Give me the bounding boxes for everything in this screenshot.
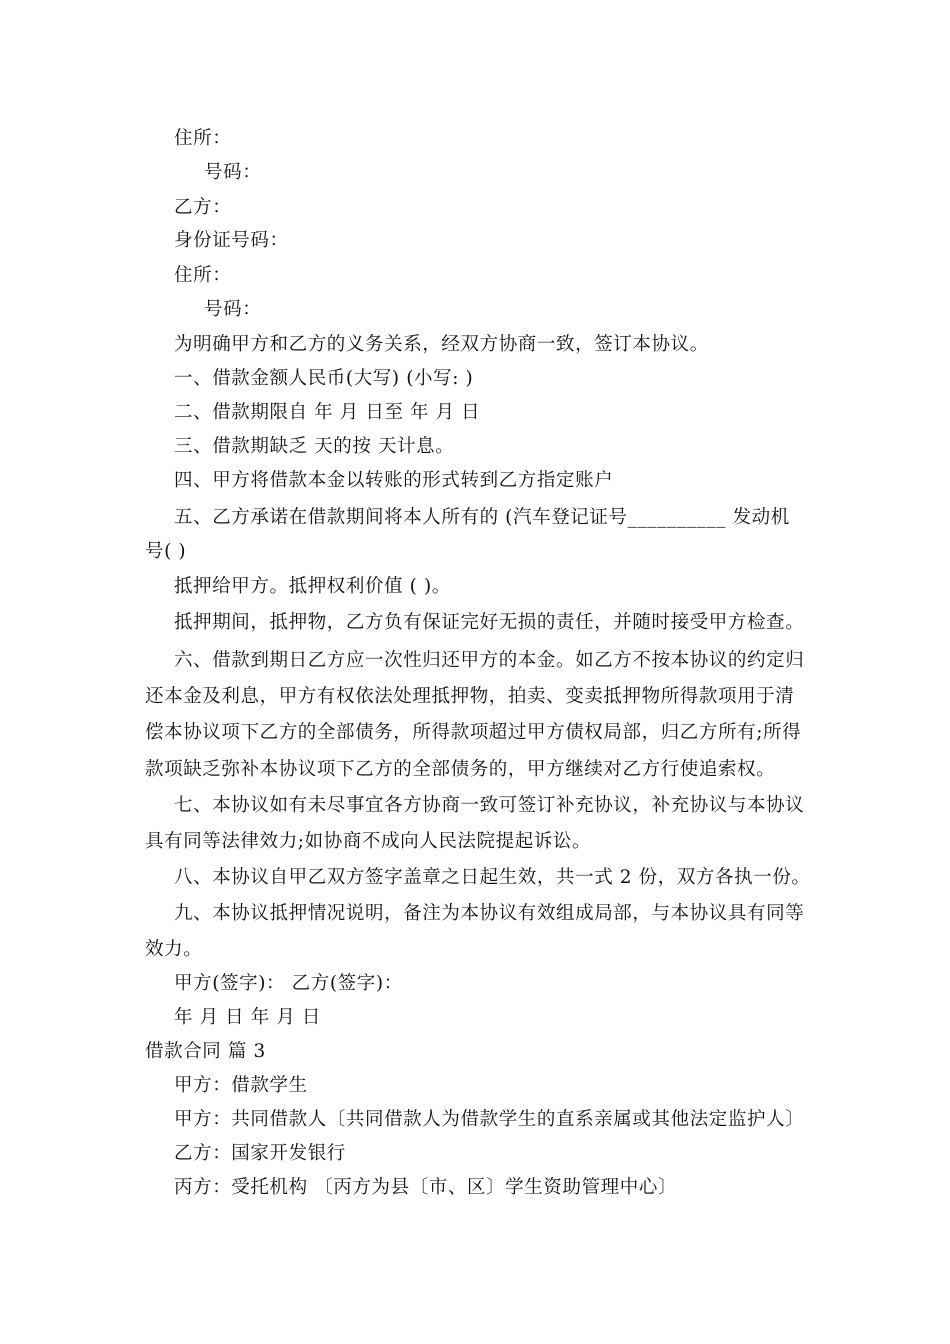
text-line: 还本金及利息，甲方有权依法处理抵押物，拍卖、变卖抵押物所得款项用于清 [145, 686, 795, 707]
text-line: 一、借款金额人民币(大写) (小写: ) [174, 368, 474, 389]
text-line: 九、本协议抵押情况说明，备注为本协议有效组成局部，与本协议具有同等 [174, 903, 805, 924]
text-line: 二、借款期限自 年 月 日至 年 月 日 [174, 402, 481, 423]
text-line: 五、乙方承诺在借款期间将本人所有的 (汽车登记证号__________ 发动机 [174, 507, 790, 528]
text-line: 年 月 日 年 月 日 [174, 1007, 322, 1028]
text-line: 乙方： [174, 197, 232, 218]
text-line: 为明确甲方和乙方的义务关系，经双方协商一致，签订本协议。 [174, 334, 709, 355]
text-line: 七、本协议如有未尽事宜各方协商一致可签订补充协议，补充协议与本协议 [174, 795, 805, 816]
text-line: 身份证号码： [174, 230, 289, 251]
text-line: 六、借款到期日乙方应一次性归还甲方的本金。如乙方不按本协议的约定归 [174, 650, 805, 671]
text-line: 甲方：借款学生 [174, 1075, 308, 1096]
text-line: 抵押期间，抵押物，乙方负有保证完好无损的责任，并随时接受甲方检查。 [174, 612, 805, 633]
text-line: 住所： [174, 128, 232, 149]
text-line: 款项缺乏弥补本协议项下乙方的全部债务的，甲方继续对乙方行使追索权。 [145, 759, 776, 780]
text-line: 住所： [174, 265, 232, 286]
text-line: 号码： [204, 299, 262, 320]
text-line: 甲方(签字)： 乙方(签字)： [174, 973, 403, 994]
text-line: 甲方：共同借款人〔共同借款人为借款学生的直系亲属或其他法定监护人〕 [174, 1109, 805, 1130]
text-line: 四、甲方将借款本金以转账的形式转到乙方指定账户 [174, 470, 614, 491]
text-line: 乙方：国家开发银行 [174, 1143, 346, 1164]
text-line: 八、本协议自甲乙双方签字盖章之日起生效，共一式 2 份，双方各执一份。 [174, 867, 811, 888]
text-line: 三、借款期缺乏 天的按 天计息。 [174, 436, 455, 457]
text-line: 号码： [204, 162, 262, 183]
text-line: 抵押给甲方。抵押权利价值 ( )。 [174, 576, 451, 597]
text-line: 丙方：受托机构 〔丙方为县〔市、区〕学生资助管理中心〕 [174, 1177, 678, 1198]
section-heading: 借款合同 篇 3 [145, 1041, 266, 1062]
text-line: 号( ) [145, 541, 187, 562]
text-line: 具有同等法律效力;如协商不成向人民法院提起诉讼。 [145, 831, 592, 852]
text-line: 效力。 [145, 939, 203, 960]
text-line: 偿本协议项下乙方的全部债务，所得款项超过甲方债权局部，归乙方所有;所得 [145, 722, 802, 743]
